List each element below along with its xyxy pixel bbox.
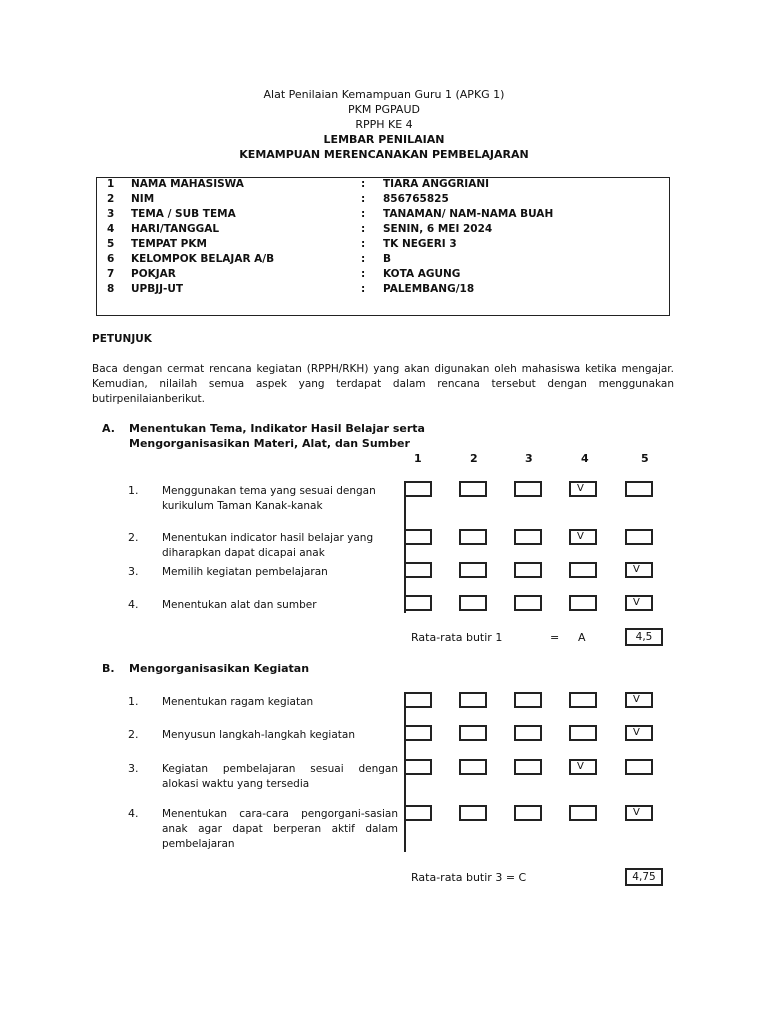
header-line-5: KEMAMPUAN MERENCANAKAN PEMBELAJARAN bbox=[239, 148, 529, 161]
scale-header-4: 4 bbox=[581, 452, 589, 465]
item-b1-score-1-checkbox[interactable] bbox=[404, 692, 432, 708]
section-a-letter: A. bbox=[102, 422, 115, 435]
info-value: 856765825 bbox=[383, 193, 449, 205]
check-mark: V bbox=[633, 564, 640, 575]
info-value: KOTA AGUNG bbox=[383, 268, 461, 280]
item-a1-text: Menggunakan tema yang sesuai dengan kurikulum Taman Kanak-kanak bbox=[162, 485, 376, 512]
info-row bbox=[97, 283, 671, 298]
item-b4-text: Menentukan cara-cara pengorgani-sasian anak agar dapat berperan aktif dalam pembelajaran bbox=[162, 808, 398, 850]
item-a4-score-2-checkbox[interactable] bbox=[459, 595, 487, 611]
item-a1-score-1-checkbox[interactable] bbox=[404, 481, 432, 497]
info-value: PALEMBANG/18 bbox=[383, 283, 475, 295]
info-no: 5 bbox=[107, 238, 115, 250]
item-a2-number: 2. bbox=[128, 531, 139, 544]
item-b3-score-5-checkbox[interactable] bbox=[625, 759, 653, 775]
item-b3-number: 3. bbox=[128, 762, 139, 775]
info-label: TEMPAT PKM bbox=[131, 238, 207, 250]
check-mark: V bbox=[633, 807, 640, 818]
item-b4-number: 4. bbox=[128, 807, 139, 820]
item-a1-score-3-checkbox[interactable] bbox=[514, 481, 542, 497]
info-sep: : bbox=[361, 253, 366, 265]
item-a2-score-5-checkbox[interactable] bbox=[625, 529, 653, 545]
item-a4-score-5-checkbox[interactable] bbox=[625, 595, 653, 611]
info-label: KELOMPOK BELAJAR A/B bbox=[131, 253, 275, 265]
item-b3-text: Kegiatan pembelajaran sesuai dengan alokasi waktu yang tersedia bbox=[162, 763, 398, 790]
info-row bbox=[97, 193, 671, 208]
item-b4-score-5-checkbox[interactable] bbox=[625, 805, 653, 821]
item-a2-score-4-checkbox[interactable] bbox=[569, 529, 597, 545]
info-value: B bbox=[383, 253, 392, 265]
item-b1-score-5-checkbox[interactable] bbox=[625, 692, 653, 708]
section-a-title-2: Mengorganisasikan Materi, Alat, dan Sumber bbox=[129, 437, 410, 450]
section-b-avg-value: 4,75 bbox=[625, 868, 663, 886]
item-b2-score-2-checkbox[interactable] bbox=[459, 725, 487, 741]
section-a-avg-value: 4,5 bbox=[625, 628, 663, 646]
item-a3-score-3-checkbox[interactable] bbox=[514, 562, 542, 578]
item-a2-score-2-checkbox[interactable] bbox=[459, 529, 487, 545]
info-no: 8 bbox=[107, 283, 115, 295]
info-sep: : bbox=[361, 268, 366, 280]
check-mark: V bbox=[633, 597, 640, 608]
info-value: TIARA ANGGRIANI bbox=[383, 178, 490, 190]
info-no: 3 bbox=[107, 208, 115, 220]
info-sep: : bbox=[361, 223, 366, 235]
section-b-avg-label: Rata-rata butir 3 = C bbox=[411, 871, 527, 884]
section-a-avg-label: Rata-rata butir 1 bbox=[411, 631, 503, 644]
info-row bbox=[97, 223, 671, 238]
item-b2-score-1-checkbox[interactable] bbox=[404, 725, 432, 741]
item-a1-score-2-checkbox[interactable] bbox=[459, 481, 487, 497]
item-a3-score-2-checkbox[interactable] bbox=[459, 562, 487, 578]
scale-header-5: 5 bbox=[641, 452, 649, 465]
item-b2-text: Menyusun langkah-langkah kegiatan bbox=[162, 729, 355, 741]
item-b3-score-4-checkbox[interactable] bbox=[569, 759, 597, 775]
check-mark: V bbox=[633, 694, 640, 705]
header-line-3: RPPH KE 4 bbox=[355, 118, 413, 131]
info-row bbox=[97, 253, 671, 268]
info-no: 1 bbox=[107, 178, 115, 190]
item-b1-score-4-checkbox[interactable] bbox=[569, 692, 597, 708]
petunjuk-title: PETUNJUK bbox=[92, 333, 152, 345]
info-row bbox=[97, 238, 671, 253]
scale-header-3: 3 bbox=[525, 452, 533, 465]
section-a-title-1: Menentukan Tema, Indikator Hasil Belajar serta bbox=[129, 422, 425, 435]
info-value: SENIN, 6 MEI 2024 bbox=[383, 223, 493, 235]
check-mark: V bbox=[577, 531, 584, 542]
item-a2-score-1-checkbox[interactable] bbox=[404, 529, 432, 545]
student-info-box bbox=[96, 177, 670, 316]
item-b1-text: Menentukan ragam kegiatan bbox=[162, 696, 314, 708]
item-a4-score-1-checkbox[interactable] bbox=[404, 595, 432, 611]
info-row bbox=[97, 208, 671, 223]
info-value: TANAMAN/ NAM-NAMA BUAH bbox=[383, 208, 554, 220]
item-a2-text: Menentukan indicator hasil belajar yang diharapkan dapat dicapai anak bbox=[162, 532, 374, 559]
info-sep: : bbox=[361, 283, 366, 295]
item-a4-number: 4. bbox=[128, 598, 139, 611]
item-b2-score-3-checkbox[interactable] bbox=[514, 725, 542, 741]
item-a3-score-5-checkbox[interactable] bbox=[625, 562, 653, 578]
item-b2-score-4-checkbox[interactable] bbox=[569, 725, 597, 741]
scale-header-2: 2 bbox=[470, 452, 478, 465]
info-no: 6 bbox=[107, 253, 115, 265]
info-label: POKJAR bbox=[131, 268, 176, 280]
section-a-avg-equals: = bbox=[550, 631, 560, 644]
item-b4-score-3-checkbox[interactable] bbox=[514, 805, 542, 821]
section-a-divider bbox=[404, 481, 406, 613]
item-b2-score-5-checkbox[interactable] bbox=[625, 725, 653, 741]
item-b1-score-2-checkbox[interactable] bbox=[459, 692, 487, 708]
item-a1-score-4-checkbox[interactable] bbox=[569, 481, 597, 497]
item-b4-score-2-checkbox[interactable] bbox=[459, 805, 487, 821]
petunjuk-text: Baca dengan cermat rencana kegiatan (RPPH/RKH) yang akan digunakan oleh mahasiswa ketika mengajar. Kemudian, nilailah semua aspek yang terdapat dalam rencana tersebut dengan menggunakan butirpenilaianberikut. bbox=[92, 363, 674, 405]
item-a3-text: Memilih kegiatan pembelajaran bbox=[162, 566, 328, 578]
info-row bbox=[97, 178, 671, 193]
info-label: HARI/TANGGAL bbox=[131, 223, 220, 235]
item-b3-score-3-checkbox[interactable] bbox=[514, 759, 542, 775]
item-a1-number: 1. bbox=[128, 484, 139, 497]
item-a3-score-4-checkbox[interactable] bbox=[569, 562, 597, 578]
item-b2-number: 2. bbox=[128, 728, 139, 741]
header-line-1: Alat Penilaian Kemampuan Guru 1 (APKG 1) bbox=[263, 88, 505, 101]
info-sep: : bbox=[361, 238, 366, 250]
scale-header-1: 1 bbox=[414, 452, 422, 465]
info-no: 2 bbox=[107, 193, 115, 205]
info-no: 7 bbox=[107, 268, 115, 280]
item-a4-text: Menentukan alat dan sumber bbox=[162, 599, 317, 611]
section-a-avg-var: A bbox=[578, 631, 586, 644]
info-sep: : bbox=[361, 208, 366, 220]
item-a3-number: 3. bbox=[128, 565, 139, 578]
check-mark: V bbox=[577, 483, 584, 494]
item-b3-score-1-checkbox[interactable] bbox=[404, 759, 432, 775]
item-b1-score-3-checkbox[interactable] bbox=[514, 692, 542, 708]
header-line-4: LEMBAR PENILAIAN bbox=[323, 133, 445, 146]
info-label: TEMA / SUB TEMA bbox=[131, 208, 236, 220]
info-label: UPBJJ-UT bbox=[131, 283, 184, 295]
info-no: 4 bbox=[107, 223, 115, 235]
info-sep: : bbox=[361, 178, 366, 190]
item-a4-score-3-checkbox[interactable] bbox=[514, 595, 542, 611]
item-b1-number: 1. bbox=[128, 695, 139, 708]
info-sep: : bbox=[361, 193, 366, 205]
item-b3-score-2-checkbox[interactable] bbox=[459, 759, 487, 775]
info-label: NIM bbox=[131, 193, 155, 205]
check-mark: V bbox=[577, 761, 584, 772]
item-a3-score-1-checkbox[interactable] bbox=[404, 562, 432, 578]
section-b-letter: B. bbox=[102, 662, 115, 675]
check-mark: V bbox=[633, 727, 640, 738]
item-b4-score-1-checkbox[interactable] bbox=[404, 805, 432, 821]
item-a2-score-3-checkbox[interactable] bbox=[514, 529, 542, 545]
info-value: TK NEGERI 3 bbox=[383, 238, 457, 250]
info-label: NAMA MAHASISWA bbox=[131, 178, 244, 190]
header-line-2: PKM PGPAUD bbox=[348, 103, 420, 116]
item-a4-score-4-checkbox[interactable] bbox=[569, 595, 597, 611]
info-row bbox=[97, 268, 671, 283]
section-b-title: Mengorganisasikan Kegiatan bbox=[129, 662, 310, 675]
item-a1-score-5-checkbox[interactable] bbox=[625, 481, 653, 497]
item-b4-score-4-checkbox[interactable] bbox=[569, 805, 597, 821]
